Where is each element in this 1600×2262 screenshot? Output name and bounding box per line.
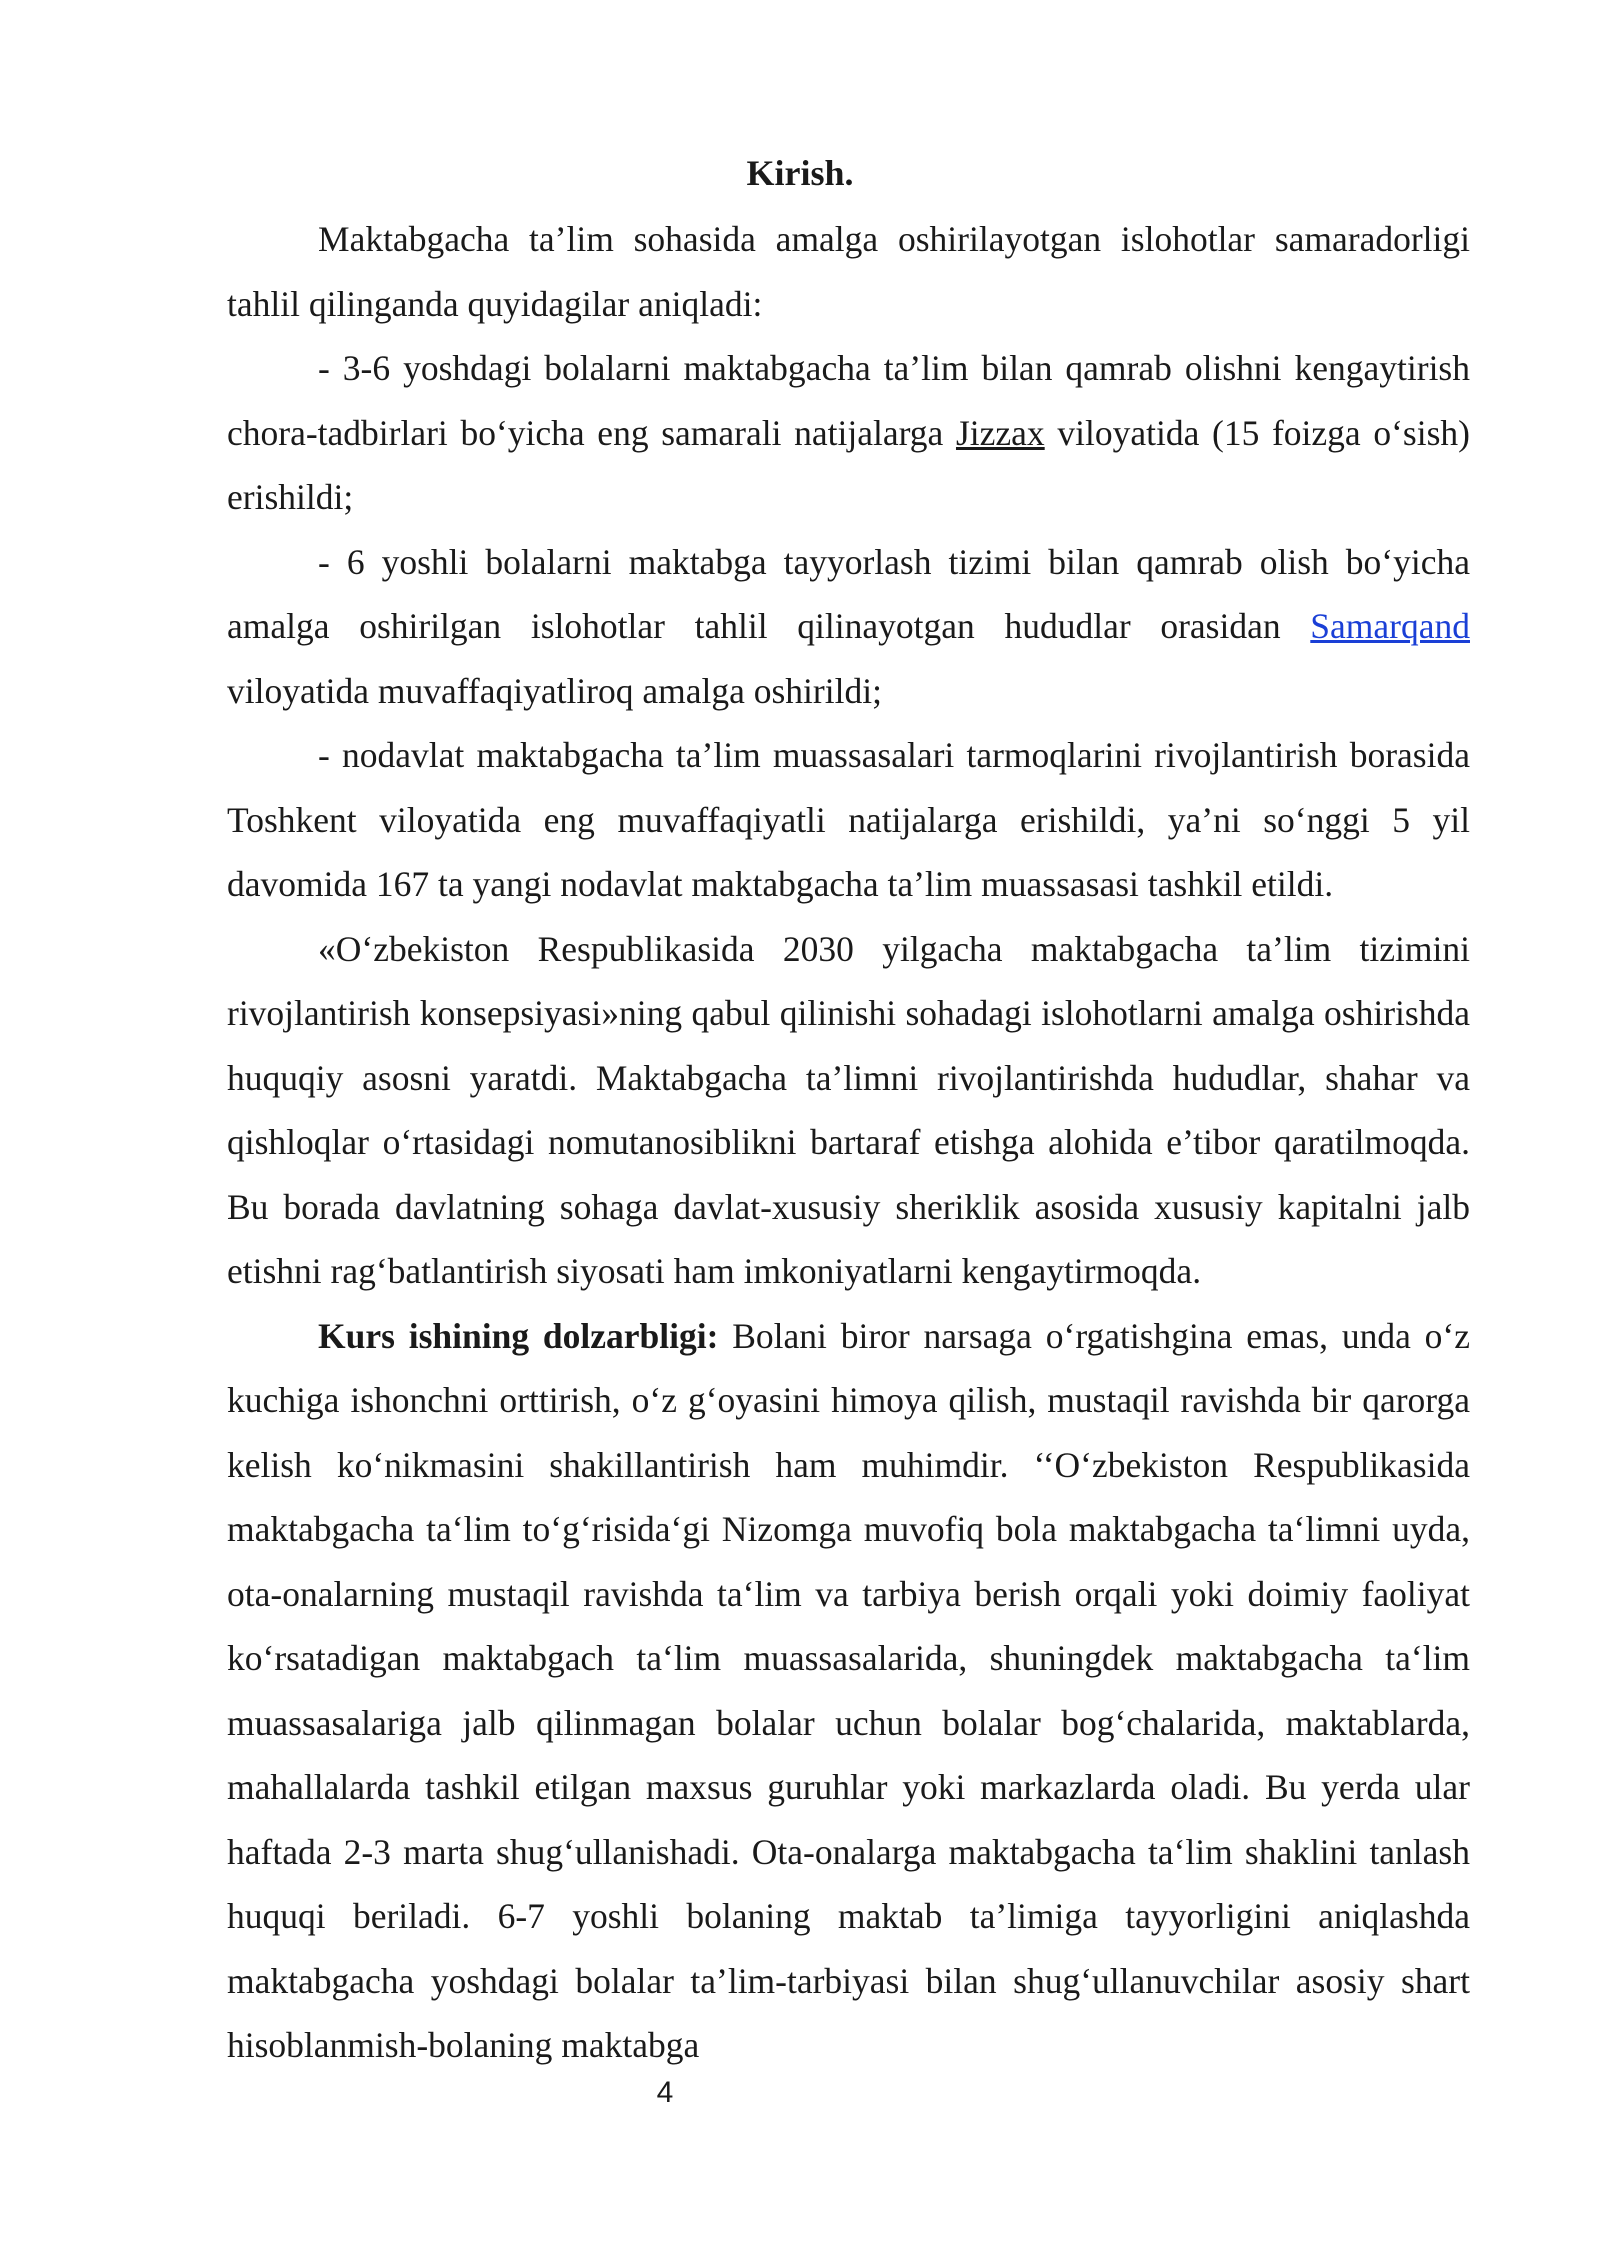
page-title: Kirish. <box>746 153 854 193</box>
paragraph-text: «O‘zbekiston Respublikasida 2030 yilgacha maktabgacha ta’lim tizimini rivojlantirish konsepsiyasi»ning qabul qilinishi sohadagi islohotlarni amalga oshirishda huquqiy asosni yaratdi. Maktabgacha ta’limni rivojlantirishda hududlar, shahar va qishloqlar o‘rtasidagi nomutanosiblikni bartaraf etishga alohida e’tibor qaratilmoqda. Bu borada davlatning sohaga davlat-xususiy sheriklik asosida xususiy kapitalni jalb etishni rag‘batlantirish siyosati ham imkoniyatlarni kengaytirmoqda. <box>227 928 1470 1291</box>
paragraph-konsepsiya <box>227 917 1470 1304</box>
paragraph-samarqand <box>227 530 1470 724</box>
paragraph-text: Bolani biror narsaga o‘rgatishgina emas, unda o‘z kuchiga ishonchni orttirish, o‘z g‘oyasini himoya qilish, mustaqil ravishda bir qarorga kelish ko‘nikmasini shakillantirish ham muhimdir. ‘‘O‘zbekiston Respublikasida maktabgacha ta‘lim to‘g‘risida‘gi Nizomga muvofiq bola maktabgacha ta‘limni uyda, ota-onalarning mustaqil ravishda ta‘lim va tarbiya berish orqali yoki doimiy faoliyat ko‘rsatadigan maktabgach ta‘lim muassasalarida, shuningdek maktabgacha ta‘lim muassasalariga jalb qilinmagan bolalar uchun bolalar bog‘chalarida, maktablarda, mahallalarda tashkil etilgan maxsus guruhlar yoki markazlarda oladi. Bu yerda ular haftada 2-3 marta shug‘ullanishadi. Ota-onalarga maktabgacha ta‘lim shaklini tanlash huquqi beriladi. 6-7 yoshli bolaning maktab ta’limiga tayyorligini aniqlashda maktabgacha yoshdagi bolalar ta’lim-tarbiyasi bilan shug‘ullanuvchilar asosiy shart hisoblanmish-bolaning maktabga <box>227 1315 1470 2065</box>
paragraph-text: - 3-6 yoshdagi bolalarni maktabgacha ta’lim bilan qamrab olishni kengaytirish chora-tadbirlari bo‘yicha eng samarali natijalarga <box>227 348 1470 453</box>
document-body <box>227 207 1470 2078</box>
paragraph-jizzax <box>227 336 1470 530</box>
paragraph-text: - 6 yoshli bolalarni maktabga tayyorlash tizimi bilan qamrab olish bo‘yicha amalga oshirilgan islohotlar tahlil qilinayotgan hududlar orasidan <box>227 541 1470 646</box>
paragraph-text: - nodavlat maktabgacha ta’lim muassasalari tarmoqlarini rivojlantirish borasida Toshkent viloyatida eng muvaffaqiyatli natijalarga erishildi, ya’ni so‘nggi 5 yil davomida 167 ta yangi nodavlat maktabgacha ta’lim muassasasi tashkil etildi. <box>227 735 1470 904</box>
samarqand-link[interactable]: Samarqand <box>1310 606 1470 646</box>
paragraph-toshkent <box>227 723 1470 917</box>
section-lead: Kurs ishining dolzarbligi: <box>318 1315 719 1356</box>
paragraph-text: Maktabgacha ta’lim sohasida amalga oshirilayotgan islohotlar samaradorligi tahlil qilinganda quyidagilar aniqladi: <box>227 219 1470 324</box>
paragraph-text: viloyatida (15 foizga o‘sish) erishildi; <box>227 412 1470 517</box>
page-number: 4 <box>656 2076 674 2109</box>
paragraph-dolzarblik <box>227 1304 1470 2078</box>
paragraph-text: viloyatida muvaffaqiyatliroq amalga oshirildi; <box>227 670 882 711</box>
paragraph-intro <box>227 207 1470 336</box>
jizzax-link[interactable]: Jizzax <box>955 412 1045 453</box>
